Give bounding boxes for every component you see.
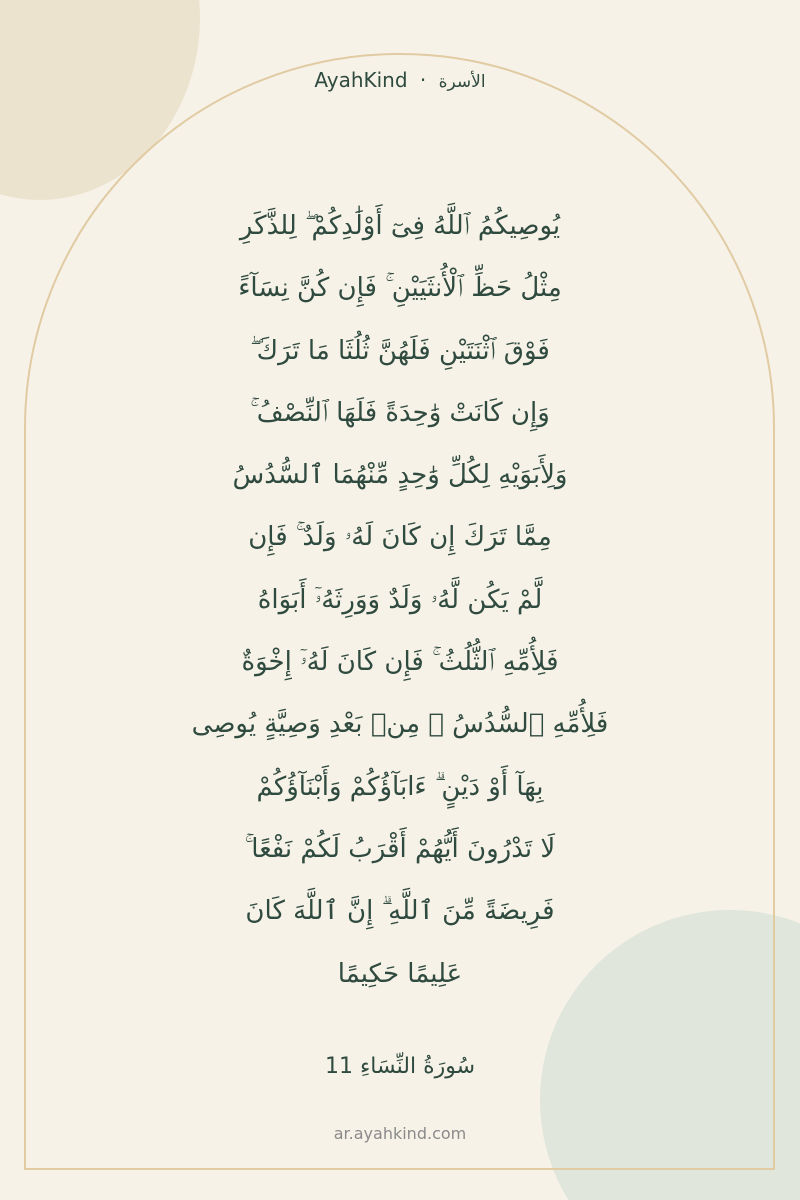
verse-line: يُوصِيكُمُ ٱللَّهُ فِىٓ أَوْلَٰدِكُمْ ۖ لِلذَّكَرِ — [239, 211, 561, 241]
category-label: الأسرة — [438, 72, 486, 92]
verse-line: مِمَّا تَرَكَ إِن كَانَ لَهُۥ وَلَدٌ ۚ فَإِن — [248, 522, 552, 553]
header — [0, 68, 800, 92]
verse-line: فَرِيضَةً مِّنَ ٱللَّهِ ۗ إِنَّ ٱللَّهَ كَانَ — [245, 896, 555, 927]
verse-line: فَلِأُمِّهِ ٱلسُّدُسُ ۚ مِنۢ بَعْدِ وَصِيَّةٍ يُوصِى — [191, 709, 609, 740]
verse-line: لَّمْ يَكُن لَّهُۥ وَلَدٌ وَوَرِثَهُۥٓ أَبَوَاهُ — [257, 584, 543, 615]
verse-line: لَا تَدْرُونَ أَيُّهُمْ أَقْرَبُ لَكُمْ نَفْعًا ۚ — [244, 833, 556, 864]
verse-line: وَلِأَبَوَيْهِ لِكُلِّ وَٰحِدٍ مِّنْهُمَا ٱلسُّدُسُ — [232, 460, 568, 491]
surah-reference: سُورَةُ النِّسَاءِ 11 — [324, 1054, 476, 1079]
verse-line: فَلِأُمِّهِ ٱلثُّلُثُ ۚ فَإِن كَانَ لَهُۥٓ إِخْوَةٌ — [241, 647, 559, 678]
verse-text — [150, 195, 650, 1005]
verse-line: وَإِن كَانَتْ وَٰحِدَةً فَلَهَا ٱلنِّصْفُ ۚ — [250, 397, 550, 428]
verse-line: بِهَآ أَوْ دَيْنٍ ۗ ءَابَآؤُكُمْ وَأَبْنَآؤُكُمْ — [256, 771, 544, 802]
verse-line: فَوْقَ ٱثْنَتَيْنِ فَلَهُنَّ ثُلُثَا مَا تَرَكَ ۖ — [250, 335, 550, 366]
brand-name: AyahKind — [314, 68, 408, 92]
website-url: ar.ayahkind.com — [333, 1124, 467, 1143]
verse-line: مِثْلُ حَظِّ ٱلْأُنثَيَيْنِ ۚ فَإِن كُنَّ نِسَآءً — [238, 273, 562, 304]
verse-line: عَلِيمًا حَكِيمًا — [337, 958, 463, 989]
separator: · — [419, 68, 427, 92]
